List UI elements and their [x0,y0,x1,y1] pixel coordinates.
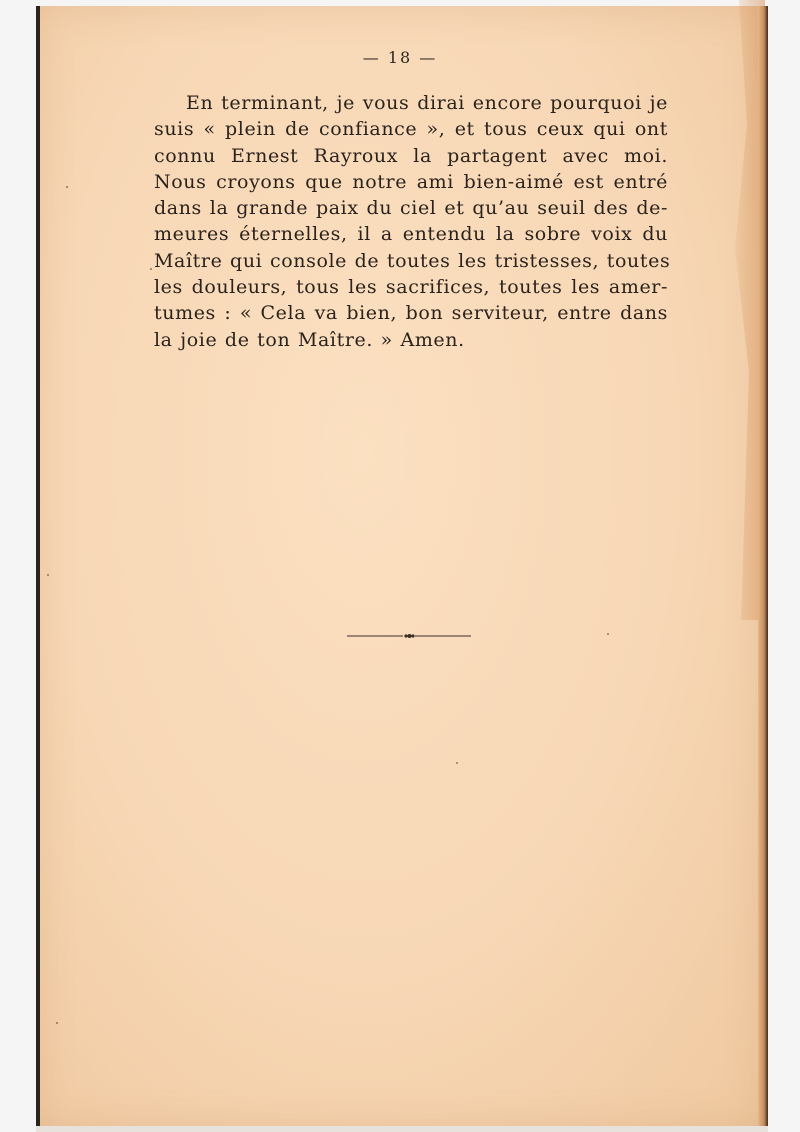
page-right-edge [758,6,768,1128]
text-line: les douleurs, tous les sacrifices, toutes les amer- [154,276,668,299]
text-line: la joie de ton Maître. » Amen. [154,328,465,351]
page-number: — 18 — [362,48,438,67]
page-bottom-edge [36,1126,768,1132]
text-line: meures éternelles, il a entendu la sobre voix du [154,223,668,246]
end-ornament-divider [345,628,473,644]
text-line: Nous croyons que notre ami bien-aimé est entré [154,170,668,193]
text-line: connu Ernest Rayroux la partagent avec moi. [154,144,668,167]
body-paragraph [154,90,671,353]
page-left-edge [36,6,40,1128]
text-line: En terminant, je vous dirai encore pourquoi je [186,92,668,114]
text-line: Maître qui console de toutes les tristesses, toutes [154,249,671,272]
text-line: suis « plein de confiance », et tous ceux qui ont [154,118,668,141]
text-line: dans la grande paix du ciel et qu’au seuil des de- [154,197,668,220]
text-line: tumes : « Cela va bien, bon serviteur, entre dans [154,302,668,325]
